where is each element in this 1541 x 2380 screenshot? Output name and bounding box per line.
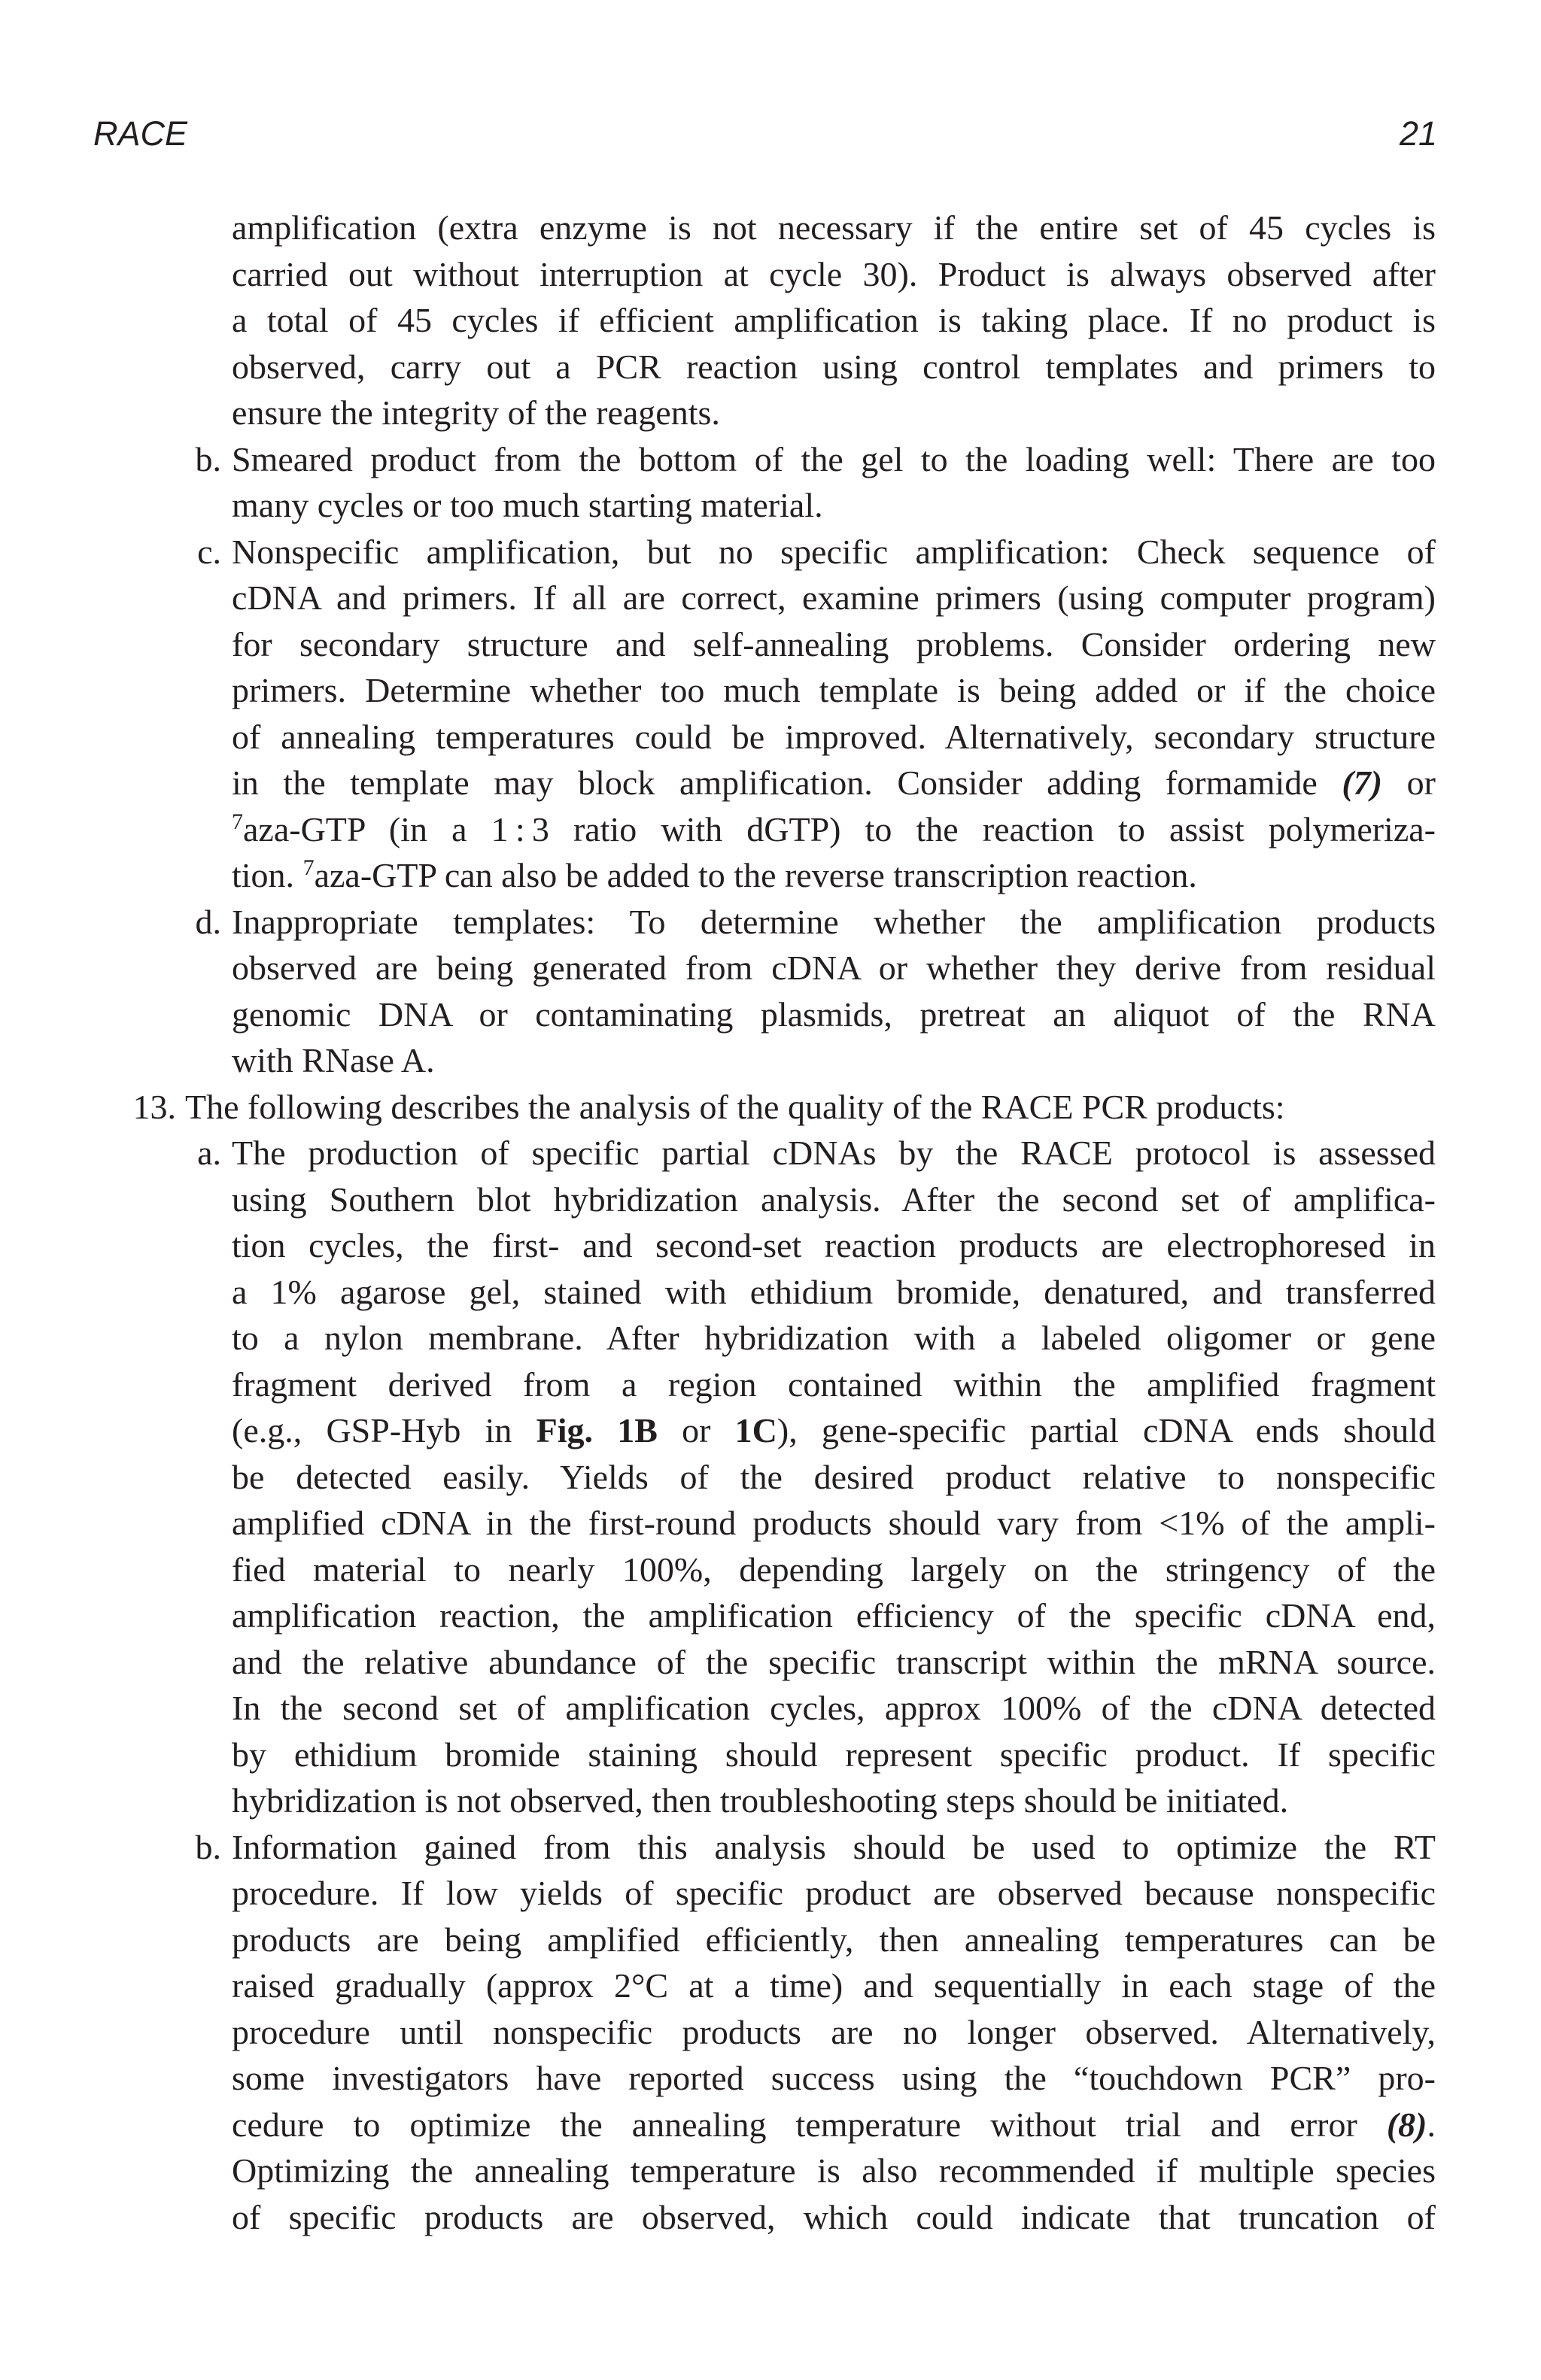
- body-line: amplification (extra enzyme is not necessary if the entire set of 45 cycles is: [232, 208, 1436, 247]
- body-line: [232, 1407, 1436, 1454]
- body-text: (e.g., GSP-Hyb in: [232, 1411, 536, 1450]
- body-line: In the second set of amplification cycles, approx 100% of the cDNA detected: [232, 1689, 1436, 1727]
- body-line: a total of 45 cycles if efficient amplification is taking place. If no product is: [232, 301, 1436, 339]
- body-line: ensure the integrity of the reagents.: [232, 393, 720, 432]
- body-line: Inappropriate templates: To determine whether the amplification products: [232, 903, 1436, 941]
- body-text: cedure to optimize the annealing temperature without trial and error: [232, 2105, 1387, 2144]
- body-line: be detected easily. Yields of the desired product relative to nonspecific: [232, 1458, 1436, 1496]
- body-line: and the relative abundance of the specific transcript within the mRNA source.: [232, 1643, 1436, 1681]
- list-marker: d.: [195, 903, 221, 941]
- body-line: some investigators have reported success using the “touchdown PCR” pro-: [232, 2059, 1436, 2097]
- body-line: primers. Determine whether too much template is being added or if the choice: [232, 671, 1436, 709]
- body-line: tion cycles, the first- and second-set reaction products are electrophoresed in: [232, 1226, 1436, 1264]
- body-line: observed are being generated from cDNA or whether they derive from residual: [232, 949, 1436, 987]
- body-line: genomic DNA or contaminating plasmids, pretreat an aliquot of the RNA: [232, 995, 1436, 1034]
- superscript: 7: [232, 809, 243, 834]
- list-marker: 13.: [132, 1088, 176, 1126]
- reference-citation: (7): [1342, 763, 1383, 802]
- body-line: [232, 806, 1436, 853]
- body-line: a 1% agarose gel, stained with ethidium bromide, denatured, and transferred: [232, 1273, 1436, 1311]
- body-line: carried out without interruption at cycle 30). Product is always observed after: [232, 255, 1436, 293]
- body-line: [232, 760, 1436, 806]
- body-line: Nonspecific amplification, but no specific amplification: Check sequence of: [232, 533, 1436, 571]
- body-line: by ethidium bromide staining should represent specific product. If specific: [232, 1735, 1436, 1774]
- body-line: with RNase A.: [232, 1041, 435, 1079]
- body-line: procedure until nonspecific products are no longer observed. Alternatively,: [232, 2013, 1436, 2051]
- body-line: observed, carry out a PCR reaction using control templates and primers to: [232, 348, 1436, 386]
- body-line: fragment derived from a region contained within the amplified fragment: [232, 1365, 1436, 1404]
- body-line: amplification reaction, the amplification efficiency of the specific cDNA end,: [232, 1596, 1436, 1635]
- body-line: hybridization is not observed, then troubleshooting steps should be initiated.: [232, 1781, 1289, 1820]
- page-number: 21: [1399, 114, 1437, 153]
- body-line: using Southern blot hybridization analysis. After the second set of amplifica-: [232, 1180, 1436, 1219]
- body-line: [232, 852, 1436, 899]
- page-header: [93, 111, 1437, 156]
- body-line: of specific products are observed, which could indicate that truncation of: [232, 2198, 1436, 2236]
- body-line: The following describes the analysis of the quality of the RACE PCR products:: [185, 1088, 1285, 1126]
- body-line: raised gradually (approx 2°C at a time) and sequentially in each stage of the: [232, 1966, 1436, 2005]
- list-marker: a.: [197, 1134, 221, 1172]
- body-line: [232, 2102, 1436, 2148]
- figure-reference: Fig. 1B: [536, 1411, 658, 1450]
- list-marker: c.: [197, 533, 221, 571]
- body-line: The production of specific partial cDNAs by the RACE protocol is assessed: [232, 1134, 1436, 1172]
- body-line: fied material to nearly 100%, depending largely on the stringency of the: [232, 1550, 1436, 1589]
- running-title: RACE: [93, 114, 188, 153]
- body-line: Smeared product from the bottom of the gel to the loading well: There are too: [232, 440, 1436, 478]
- superscript: 7: [302, 855, 315, 880]
- body-text: .: [1427, 2105, 1436, 2144]
- body-text: aza-GTP can also be added to the reverse transcription reaction.: [314, 856, 1197, 894]
- body-text: or: [1382, 763, 1436, 802]
- body-line: procedure. If low yields of specific product are observed because nonspecific: [232, 1874, 1436, 1912]
- body-line: of annealing temperatures could be improved. Alternatively, secondary structure: [232, 718, 1436, 756]
- body-line: for secondary structure and self-annealing problems. Consider ordering new: [232, 625, 1436, 663]
- body-line: products are being amplified efficiently, then annealing temperatures can be: [232, 1920, 1436, 1959]
- body-text: or: [657, 1411, 735, 1450]
- body-text: aza-GTP (in a 1 : 3 ratio with dGTP) to the reaction to assist polymeriza-: [243, 810, 1436, 848]
- body-line: Information gained from this analysis should be used to optimize the RT: [232, 1828, 1436, 1866]
- body-line: Optimizing the annealing temperature is also recommended if multiple species: [232, 2151, 1436, 2190]
- body-line: to a nylon membrane. After hybridization with a labeled oligomer or gene: [232, 1319, 1436, 1357]
- figure-reference: 1C: [734, 1411, 777, 1450]
- list-marker: b.: [195, 1828, 221, 1866]
- body-line: cDNA and primers. If all are correct, examine primers (using computer program): [232, 578, 1436, 617]
- body-line: amplified cDNA in the first-round products should vary from <1% of the ampli-: [232, 1504, 1436, 1542]
- body-text: in the template may block amplification. Consider adding formamide: [232, 763, 1342, 802]
- body-text: ), gene-specific partial cDNA ends should: [777, 1411, 1436, 1450]
- reference-citation: (8): [1386, 2105, 1427, 2144]
- list-marker: b.: [195, 440, 221, 478]
- body-text: tion.: [232, 856, 303, 894]
- body-line: many cycles or too much starting material.: [232, 486, 823, 524]
